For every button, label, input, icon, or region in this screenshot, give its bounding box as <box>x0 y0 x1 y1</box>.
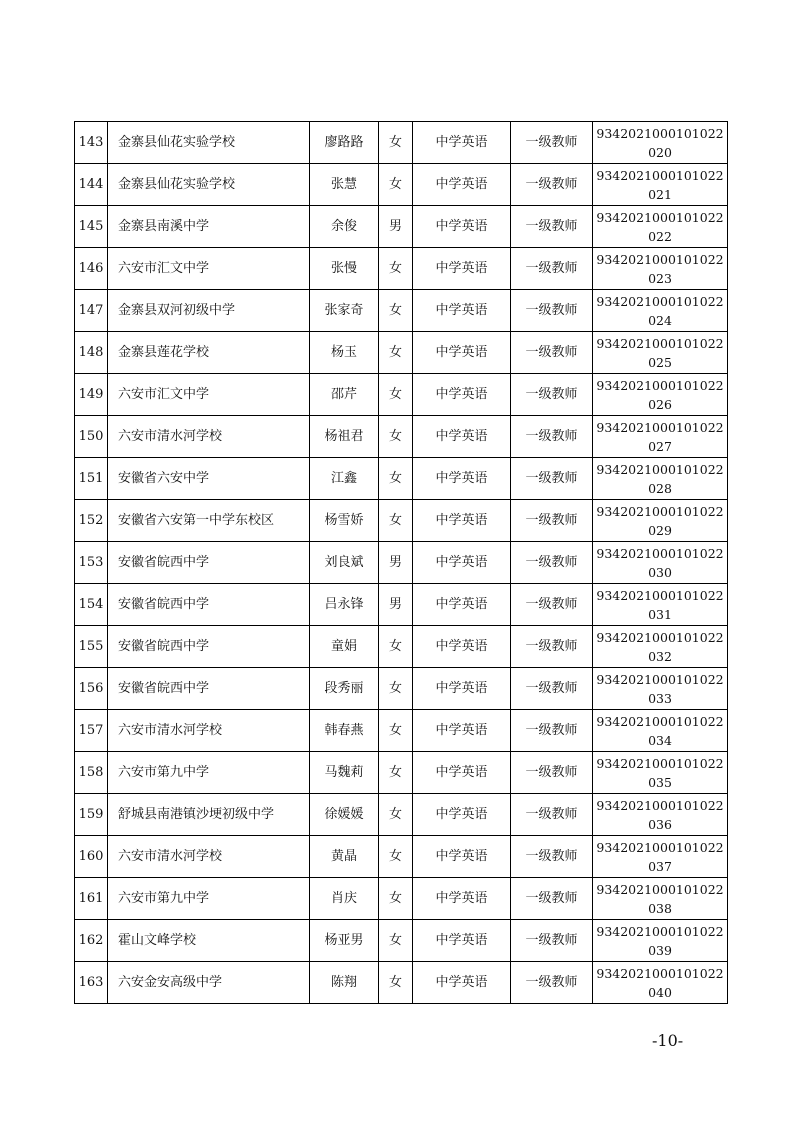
cell-teacher-name: 张慧 <box>310 164 379 206</box>
cell-serial-number: 147 <box>75 290 108 332</box>
cell-certificate-number: 9342021000101022039 <box>593 920 728 962</box>
cell-subject: 中学英语 <box>413 878 511 920</box>
cell-subject: 中学英语 <box>413 122 511 164</box>
cell-certificate-number: 9342021000101022023 <box>593 248 728 290</box>
cell-serial-number: 158 <box>75 752 108 794</box>
cell-school: 金寨县仙花实验学校 <box>108 122 310 164</box>
cell-teacher-name: 马魏莉 <box>310 752 379 794</box>
cell-title: 一级教师 <box>511 668 593 710</box>
cell-teacher-name: 杨亚男 <box>310 920 379 962</box>
table-row <box>75 920 728 962</box>
cell-school: 六安市清水河学校 <box>108 710 310 752</box>
cell-title: 一级教师 <box>511 962 593 1004</box>
cell-school: 金寨县仙花实验学校 <box>108 164 310 206</box>
cell-school: 六安市清水河学校 <box>108 836 310 878</box>
teacher-list-table-container <box>74 121 727 1004</box>
cell-teacher-name: 张家奇 <box>310 290 379 332</box>
cell-serial-number: 154 <box>75 584 108 626</box>
cell-certificate-number: 9342021000101022021 <box>593 164 728 206</box>
cell-teacher-name: 刘良斌 <box>310 542 379 584</box>
table-row <box>75 206 728 248</box>
cell-teacher-name: 廖路路 <box>310 122 379 164</box>
cell-subject: 中学英语 <box>413 710 511 752</box>
cell-gender: 女 <box>379 668 413 710</box>
cell-title: 一级教师 <box>511 416 593 458</box>
cell-subject: 中学英语 <box>413 752 511 794</box>
cell-teacher-name: 杨雪娇 <box>310 500 379 542</box>
table-row <box>75 836 728 878</box>
table-row <box>75 290 728 332</box>
cell-subject: 中学英语 <box>413 584 511 626</box>
cell-gender: 女 <box>379 794 413 836</box>
cell-subject: 中学英语 <box>413 290 511 332</box>
cell-subject: 中学英语 <box>413 668 511 710</box>
table-row <box>75 248 728 290</box>
cell-certificate-number: 9342021000101022029 <box>593 500 728 542</box>
cell-certificate-number: 9342021000101022033 <box>593 668 728 710</box>
cell-title: 一级教师 <box>511 752 593 794</box>
cell-subject: 中学英语 <box>413 794 511 836</box>
cell-school: 安徽省皖西中学 <box>108 668 310 710</box>
cell-certificate-number: 9342021000101022022 <box>593 206 728 248</box>
table-row <box>75 416 728 458</box>
cell-gender: 女 <box>379 164 413 206</box>
cell-serial-number: 155 <box>75 626 108 668</box>
cell-school: 安徽省皖西中学 <box>108 584 310 626</box>
cell-title: 一级教师 <box>511 290 593 332</box>
cell-school: 金寨县莲花学校 <box>108 332 310 374</box>
cell-subject: 中学英语 <box>413 206 511 248</box>
cell-school: 六安市第九中学 <box>108 878 310 920</box>
cell-title: 一级教师 <box>511 836 593 878</box>
cell-certificate-number: 9342021000101022034 <box>593 710 728 752</box>
cell-certificate-number: 9342021000101022031 <box>593 584 728 626</box>
cell-title: 一级教师 <box>511 248 593 290</box>
table-row <box>75 374 728 416</box>
cell-gender: 女 <box>379 500 413 542</box>
table-row <box>75 878 728 920</box>
cell-serial-number: 163 <box>75 962 108 1004</box>
cell-title: 一级教师 <box>511 458 593 500</box>
cell-subject: 中学英语 <box>413 836 511 878</box>
cell-subject: 中学英语 <box>413 920 511 962</box>
table-row <box>75 584 728 626</box>
cell-serial-number: 143 <box>75 122 108 164</box>
cell-school: 六安市第九中学 <box>108 752 310 794</box>
cell-gender: 女 <box>379 920 413 962</box>
cell-gender: 女 <box>379 458 413 500</box>
cell-teacher-name: 韩春燕 <box>310 710 379 752</box>
table-row <box>75 626 728 668</box>
cell-school: 安徽省皖西中学 <box>108 542 310 584</box>
cell-certificate-number: 9342021000101022037 <box>593 836 728 878</box>
cell-certificate-number: 9342021000101022027 <box>593 416 728 458</box>
cell-subject: 中学英语 <box>413 416 511 458</box>
cell-gender: 女 <box>379 710 413 752</box>
cell-gender: 男 <box>379 206 413 248</box>
cell-subject: 中学英语 <box>413 626 511 668</box>
cell-teacher-name: 杨祖君 <box>310 416 379 458</box>
cell-school: 六安市清水河学校 <box>108 416 310 458</box>
cell-serial-number: 145 <box>75 206 108 248</box>
cell-gender: 女 <box>379 416 413 458</box>
cell-serial-number: 161 <box>75 878 108 920</box>
cell-school: 霍山文峰学校 <box>108 920 310 962</box>
cell-title: 一级教师 <box>511 584 593 626</box>
cell-teacher-name: 陈翔 <box>310 962 379 1004</box>
table-row <box>75 122 728 164</box>
table-row <box>75 500 728 542</box>
table-row <box>75 164 728 206</box>
table-row <box>75 962 728 1004</box>
cell-teacher-name: 江鑫 <box>310 458 379 500</box>
cell-gender: 女 <box>379 626 413 668</box>
cell-serial-number: 162 <box>75 920 108 962</box>
cell-gender: 女 <box>379 122 413 164</box>
cell-gender: 女 <box>379 332 413 374</box>
cell-certificate-number: 9342021000101022040 <box>593 962 728 1004</box>
table-row <box>75 458 728 500</box>
cell-gender: 男 <box>379 584 413 626</box>
cell-certificate-number: 9342021000101022024 <box>593 290 728 332</box>
cell-teacher-name: 张慢 <box>310 248 379 290</box>
cell-school: 安徽省六安中学 <box>108 458 310 500</box>
table-row <box>75 332 728 374</box>
table-row <box>75 752 728 794</box>
cell-certificate-number: 9342021000101022026 <box>593 374 728 416</box>
cell-subject: 中学英语 <box>413 542 511 584</box>
cell-title: 一级教师 <box>511 710 593 752</box>
cell-serial-number: 159 <box>75 794 108 836</box>
cell-school: 安徽省皖西中学 <box>108 626 310 668</box>
cell-teacher-name: 吕永锋 <box>310 584 379 626</box>
cell-teacher-name: 杨玉 <box>310 332 379 374</box>
cell-serial-number: 153 <box>75 542 108 584</box>
cell-teacher-name: 邵芹 <box>310 374 379 416</box>
cell-serial-number: 152 <box>75 500 108 542</box>
cell-serial-number: 157 <box>75 710 108 752</box>
cell-school: 金寨县南溪中学 <box>108 206 310 248</box>
cell-title: 一级教师 <box>511 542 593 584</box>
cell-subject: 中学英语 <box>413 374 511 416</box>
cell-title: 一级教师 <box>511 500 593 542</box>
cell-subject: 中学英语 <box>413 332 511 374</box>
cell-title: 一级教师 <box>511 122 593 164</box>
cell-gender: 女 <box>379 836 413 878</box>
table-row <box>75 542 728 584</box>
cell-gender: 女 <box>379 752 413 794</box>
cell-certificate-number: 9342021000101022036 <box>593 794 728 836</box>
cell-serial-number: 144 <box>75 164 108 206</box>
cell-certificate-number: 9342021000101022028 <box>593 458 728 500</box>
cell-gender: 女 <box>379 290 413 332</box>
cell-teacher-name: 徐媛媛 <box>310 794 379 836</box>
cell-gender: 女 <box>379 374 413 416</box>
cell-serial-number: 150 <box>75 416 108 458</box>
cell-title: 一级教师 <box>511 374 593 416</box>
cell-teacher-name: 余俊 <box>310 206 379 248</box>
cell-school: 安徽省六安第一中学东校区 <box>108 500 310 542</box>
cell-certificate-number: 9342021000101022038 <box>593 878 728 920</box>
cell-gender: 女 <box>379 962 413 1004</box>
cell-certificate-number: 9342021000101022032 <box>593 626 728 668</box>
cell-subject: 中学英语 <box>413 248 511 290</box>
cell-teacher-name: 童娟 <box>310 626 379 668</box>
cell-serial-number: 151 <box>75 458 108 500</box>
cell-gender: 女 <box>379 878 413 920</box>
cell-title: 一级教师 <box>511 164 593 206</box>
cell-school: 六安市汇文中学 <box>108 374 310 416</box>
cell-title: 一级教师 <box>511 920 593 962</box>
cell-teacher-name: 肖庆 <box>310 878 379 920</box>
cell-school: 金寨县双河初级中学 <box>108 290 310 332</box>
table-body <box>75 122 728 1004</box>
cell-subject: 中学英语 <box>413 164 511 206</box>
cell-title: 一级教师 <box>511 878 593 920</box>
cell-gender: 女 <box>379 248 413 290</box>
cell-school: 六安金安高级中学 <box>108 962 310 1004</box>
cell-teacher-name: 黄晶 <box>310 836 379 878</box>
cell-title: 一级教师 <box>511 794 593 836</box>
cell-serial-number: 146 <box>75 248 108 290</box>
cell-subject: 中学英语 <box>413 458 511 500</box>
table-row <box>75 668 728 710</box>
table-row <box>75 794 728 836</box>
table-row <box>75 710 728 752</box>
cell-serial-number: 160 <box>75 836 108 878</box>
cell-certificate-number: 9342021000101022020 <box>593 122 728 164</box>
page-number: -10- <box>652 1031 684 1050</box>
cell-title: 一级教师 <box>511 332 593 374</box>
teacher-list-table <box>74 121 728 1004</box>
cell-serial-number: 156 <box>75 668 108 710</box>
cell-gender: 男 <box>379 542 413 584</box>
cell-serial-number: 148 <box>75 332 108 374</box>
cell-certificate-number: 9342021000101022025 <box>593 332 728 374</box>
cell-teacher-name: 段秀丽 <box>310 668 379 710</box>
cell-subject: 中学英语 <box>413 500 511 542</box>
cell-serial-number: 149 <box>75 374 108 416</box>
cell-certificate-number: 9342021000101022030 <box>593 542 728 584</box>
cell-school: 舒城县南港镇沙埂初级中学 <box>108 794 310 836</box>
cell-school: 六安市汇文中学 <box>108 248 310 290</box>
cell-subject: 中学英语 <box>413 962 511 1004</box>
cell-certificate-number: 9342021000101022035 <box>593 752 728 794</box>
cell-title: 一级教师 <box>511 626 593 668</box>
cell-title: 一级教师 <box>511 206 593 248</box>
